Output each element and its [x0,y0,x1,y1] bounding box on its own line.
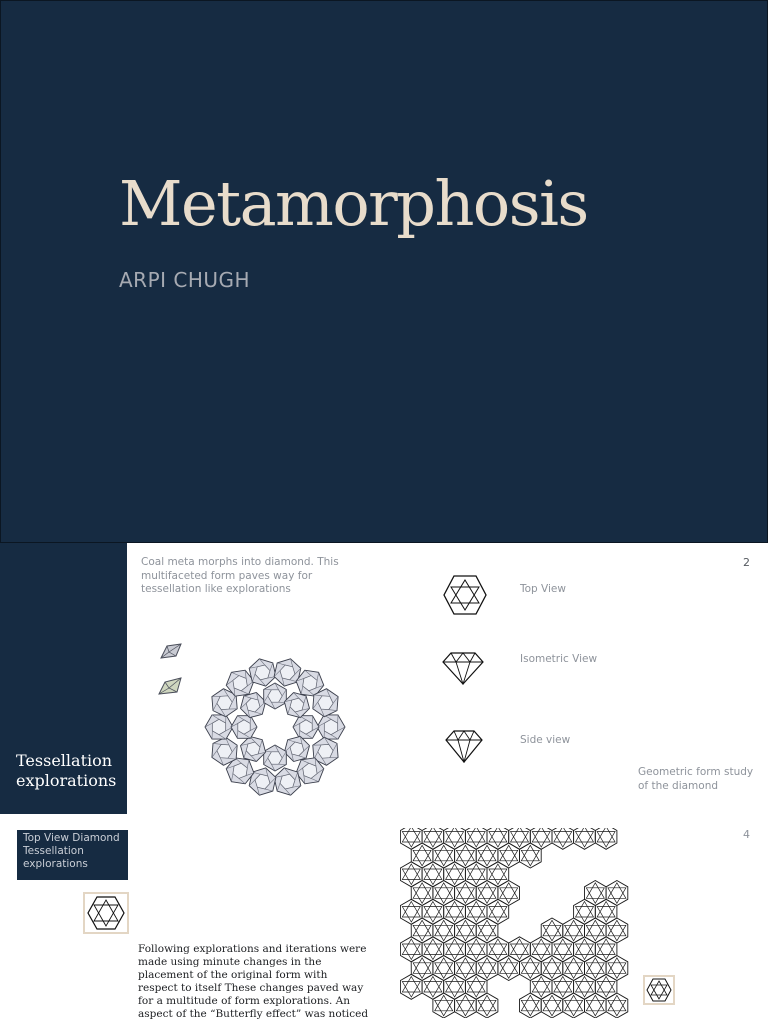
lattice-cell [422,862,444,887]
lattice-cell [433,843,455,868]
lattice-cell [455,956,477,981]
lattice-cell [476,918,498,943]
body-text: Following explorations and iterations were made using minute changes in the placement of the original form with respect to itself These changes paved way for a multitude of form explorations. An aspect of the “Butterfly effect” was noticed [138,943,369,1020]
diamond-rosette-illustration [203,655,347,799]
lattice-cell [400,899,422,924]
small-gems-illustration [155,642,187,700]
lattice-cell [422,828,444,849]
view-label-isometric: Isometric View [520,653,598,665]
lattice-cell [411,918,433,943]
lattice-cell [552,974,574,999]
diamond-icon [264,745,287,771]
lattice-cell [487,828,509,849]
slide-title: Metamorphosis [119,167,588,240]
lattice-cell [422,937,444,962]
top-view-tessellation-slide [0,816,768,1024]
diamond-icon [231,716,257,739]
lattice-cell [585,918,607,943]
lattice-cell [400,862,422,887]
lattice-cell [433,993,455,1018]
gem-icon [161,644,181,658]
lattice-cell [444,899,466,924]
lattice-cell [574,899,596,924]
lattice-cell [433,918,455,943]
lattice-cell [585,956,607,981]
slide-label: Top View Diamond Tessellation explorations [23,832,120,870]
lattice-cell [509,937,531,962]
lattice-cell [444,974,466,999]
section-title: Tessellation explorations [16,751,117,790]
lattice-cell [444,937,466,962]
lattice-cell [465,937,487,962]
page-number: 4 [743,828,750,841]
lattice-cell [444,828,466,849]
lattice-cell [411,956,433,981]
diamond-isometric-icon [442,651,484,685]
lattice-cell [455,881,477,906]
lattice-cell [433,956,455,981]
lattice-cell [595,899,617,924]
view-label-side: Side view [520,734,571,746]
lattice-cell [476,843,498,868]
lattice-cell [476,993,498,1018]
lattice-cell [563,918,585,943]
lattice-cell [606,881,628,906]
lattice-cell [498,843,520,868]
lattice-cell [606,918,628,943]
diamond-icon [205,715,233,739]
lattice-cell [595,937,617,962]
author-name: ARPI CHUGH [119,268,251,292]
lattice-cell [476,881,498,906]
tessellation-slide [0,543,768,814]
intro-text: Coal meta morphs into diamond. This multifaceted form paves way for tessellation like explorations [141,556,339,595]
lattice-cell [563,956,585,981]
lattice-cell [541,918,563,943]
diamond-icon [284,736,309,761]
framed-hexagon-thumbnail [83,892,129,934]
framed-hexagon-thumbnail-small [643,975,675,1005]
lattice-cell [465,974,487,999]
view-label-top: Top View [520,583,566,595]
lattice-cell [422,974,444,999]
lattice-cell [595,828,617,849]
lattice-cell [455,843,477,868]
diamond-side-icon [445,729,483,763]
lattice-cell [487,937,509,962]
lattice-cell [465,899,487,924]
lattice-cell [552,828,574,849]
lattice-cell [520,993,542,1018]
diamond-icon [274,768,301,795]
lattice-cell [433,881,455,906]
page-number: 2 [743,556,750,569]
lattice-cell [520,956,542,981]
lattice-cell [444,862,466,887]
lattice-cell [487,862,509,887]
lattice-cell [411,881,433,906]
lattice-cell [530,937,552,962]
slide-label-box [17,830,128,880]
lattice-cell [498,881,520,906]
lattice-cell [487,899,509,924]
hexagon-diamond-top-icon [443,575,487,615]
lattice-cell [465,862,487,887]
lattice-cell [530,828,552,849]
lattice-cell [498,956,520,981]
lattice-cell [520,843,542,868]
lattice-cell [606,956,628,981]
lattice-cell [585,993,607,1018]
lattice-cell [422,899,444,924]
lattice-cell [541,993,563,1018]
lattice-cell [541,956,563,981]
figure-caption: Geometric form study of the diamond [638,766,754,792]
lattice-cell [509,828,531,849]
lattice-cell [465,828,487,849]
tessellation-lattice-illustration [400,828,634,1018]
lattice-cell [574,828,596,849]
lattice-cell [530,974,552,999]
hexagon-diamond-top-icon [645,977,673,1003]
lattice-cell [476,956,498,981]
lattice-cell [595,974,617,999]
lattice-cell [455,918,477,943]
diamond-icon [317,715,345,739]
diamond-icon [284,693,309,718]
diamond-icon [241,693,266,718]
diamond-icon [241,736,266,761]
lattice-cell [411,843,433,868]
lattice-cell [400,974,422,999]
lattice-cell [400,828,422,849]
lattice-cell [606,993,628,1018]
gem-icon [159,678,181,694]
lattice-cell [585,881,607,906]
lattice-cell [574,937,596,962]
hexagon-diamond-top-icon [85,894,127,932]
lattice-cell [552,937,574,962]
diamond-icon [249,659,276,686]
lattice-cell [400,937,422,962]
diamond-icon [264,683,287,709]
lattice-cell [455,993,477,1018]
diamond-icon [293,716,319,739]
lattice-cell [563,993,585,1018]
lattice-cell [574,974,596,999]
section-sidebar [0,543,127,814]
